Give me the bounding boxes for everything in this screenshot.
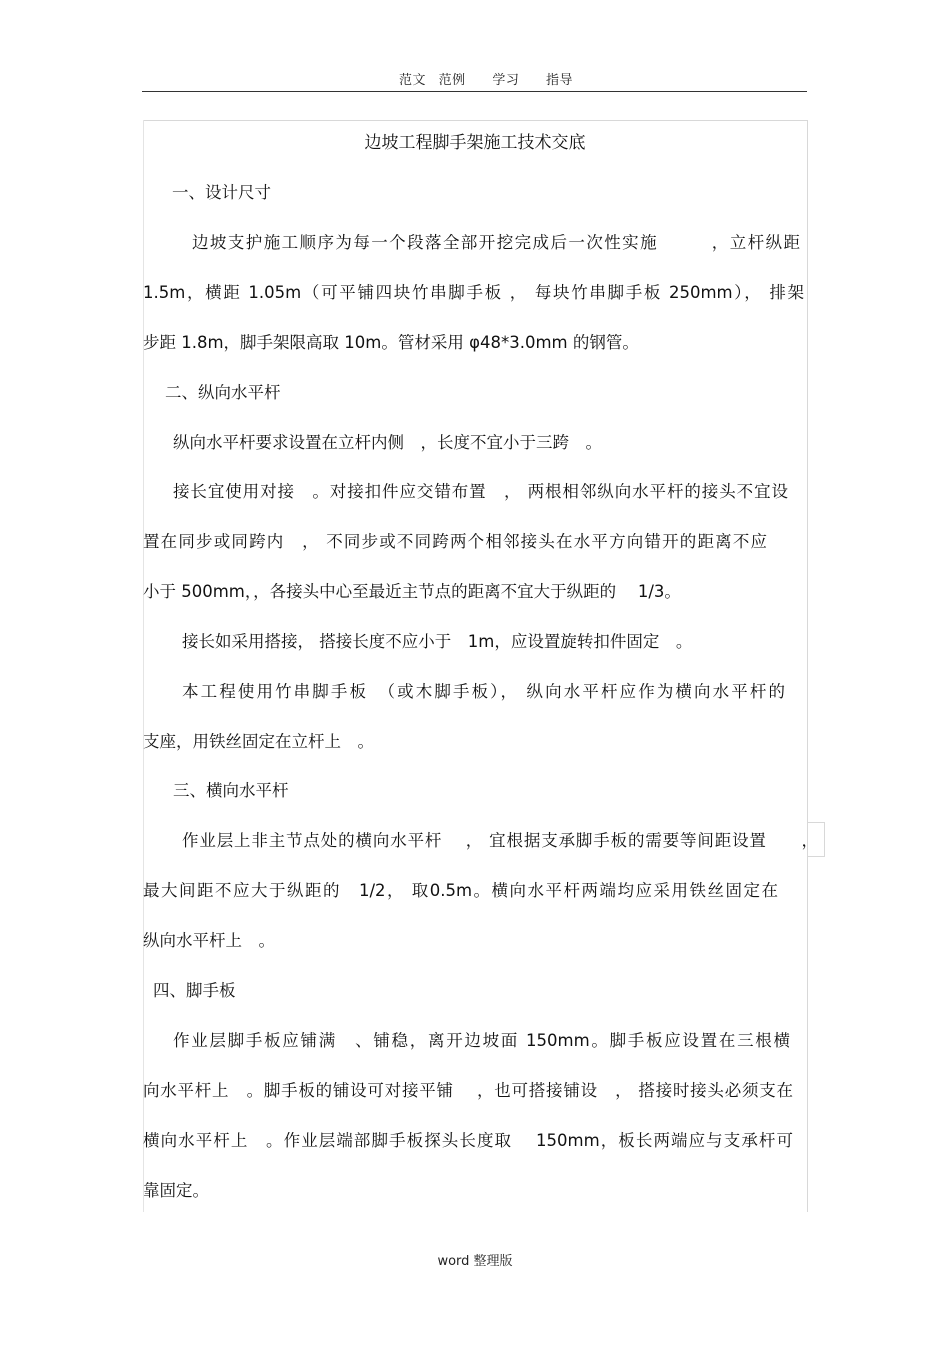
paragraph-line: 边坡支护施工顺序为每一个段落全部开挖完成后一次性实施 ，立杆纵距: [192, 233, 800, 252]
paragraph-line: 作业层上非主节点处的横向水平杆 ， 宜根据支承脚手板的需要等间距设置 ，: [182, 831, 818, 850]
paragraph-line: 本工程使用竹串脚手板 （或木脚手板）， 纵向水平杆应作为横向水平杆的: [182, 682, 785, 701]
paragraph-line: 向水平杆上 。脚手板的铺设可对接平铺 ，也可搭接铺设 ， 搭接时接头必须支在: [143, 1081, 793, 1100]
paragraph-line: 步距 1.8m，脚手架限高取 10m。管材采用 φ48*3.0mm 的钢管。: [143, 333, 639, 352]
header-item: 范文: [399, 73, 427, 88]
document-title: 边坡工程脚手架施工技术交底: [364, 133, 586, 153]
paragraph-line: 横向水平杆上 。作业层端部脚手板探头长度取 150mm，板长两端应与支承杆可: [143, 1131, 793, 1150]
paragraph-line: 作业层脚手板应铺满 、铺稳，离开边坡面 150mm。脚手板应设置在三根横: [173, 1031, 790, 1050]
section-heading: 二、纵向水平杆: [165, 383, 281, 402]
paragraph-line: 最大间距不应大于纵距的 1/2， 取0.5m。横向水平杆两端均应采用铁丝固定在: [143, 881, 778, 900]
section-heading: 三、横向水平杆: [173, 781, 289, 800]
frame-border-top: [143, 120, 807, 121]
paragraph-line: 接长宜使用对接 。对接扣件应交错布置 ， 两根相邻纵向水平杆的接头不宜设: [173, 482, 788, 501]
paragraph-line: 接长如采用搭接， 搭接长度不应小于 1m，应设置旋转扣件固定 。: [182, 632, 693, 651]
header-item: 学习: [492, 73, 520, 88]
paragraph-line: 纵向水平杆上 。: [143, 931, 275, 950]
header-item: 指导: [545, 73, 573, 88]
paragraph-line: 纵向水平杆要求设置在立杆内侧 ，长度不宜小于三跨 。: [173, 433, 602, 452]
frame-border-right: [807, 120, 808, 1212]
section-heading: 四、脚手板: [153, 981, 236, 1000]
header-divider: [142, 91, 807, 92]
paragraph-line: 1.5m，横距 1.05m（可平铺四块竹串脚手板 ， 每块竹串脚手板 250mm）， 排架: [143, 283, 804, 302]
paragraph-line: 支座，用铁丝固定在立杆上 。: [143, 732, 374, 751]
header-item: 范例: [438, 73, 466, 88]
paragraph-line: 置在同步或同跨内 ， 不同步或不同跨两个相邻接头在水平方向错开的距离不应: [143, 532, 767, 551]
page-footer: word 整理版: [437, 1254, 513, 1269]
paragraph-line: 小于 500mm，，各接头中心至最近主节点的距离不宜大于纵距的 1/3。: [143, 582, 681, 601]
section-heading: 一、设计尺寸: [172, 183, 271, 202]
page-header: [0, 69, 950, 88]
paragraph-line: 靠固定。: [143, 1181, 209, 1200]
